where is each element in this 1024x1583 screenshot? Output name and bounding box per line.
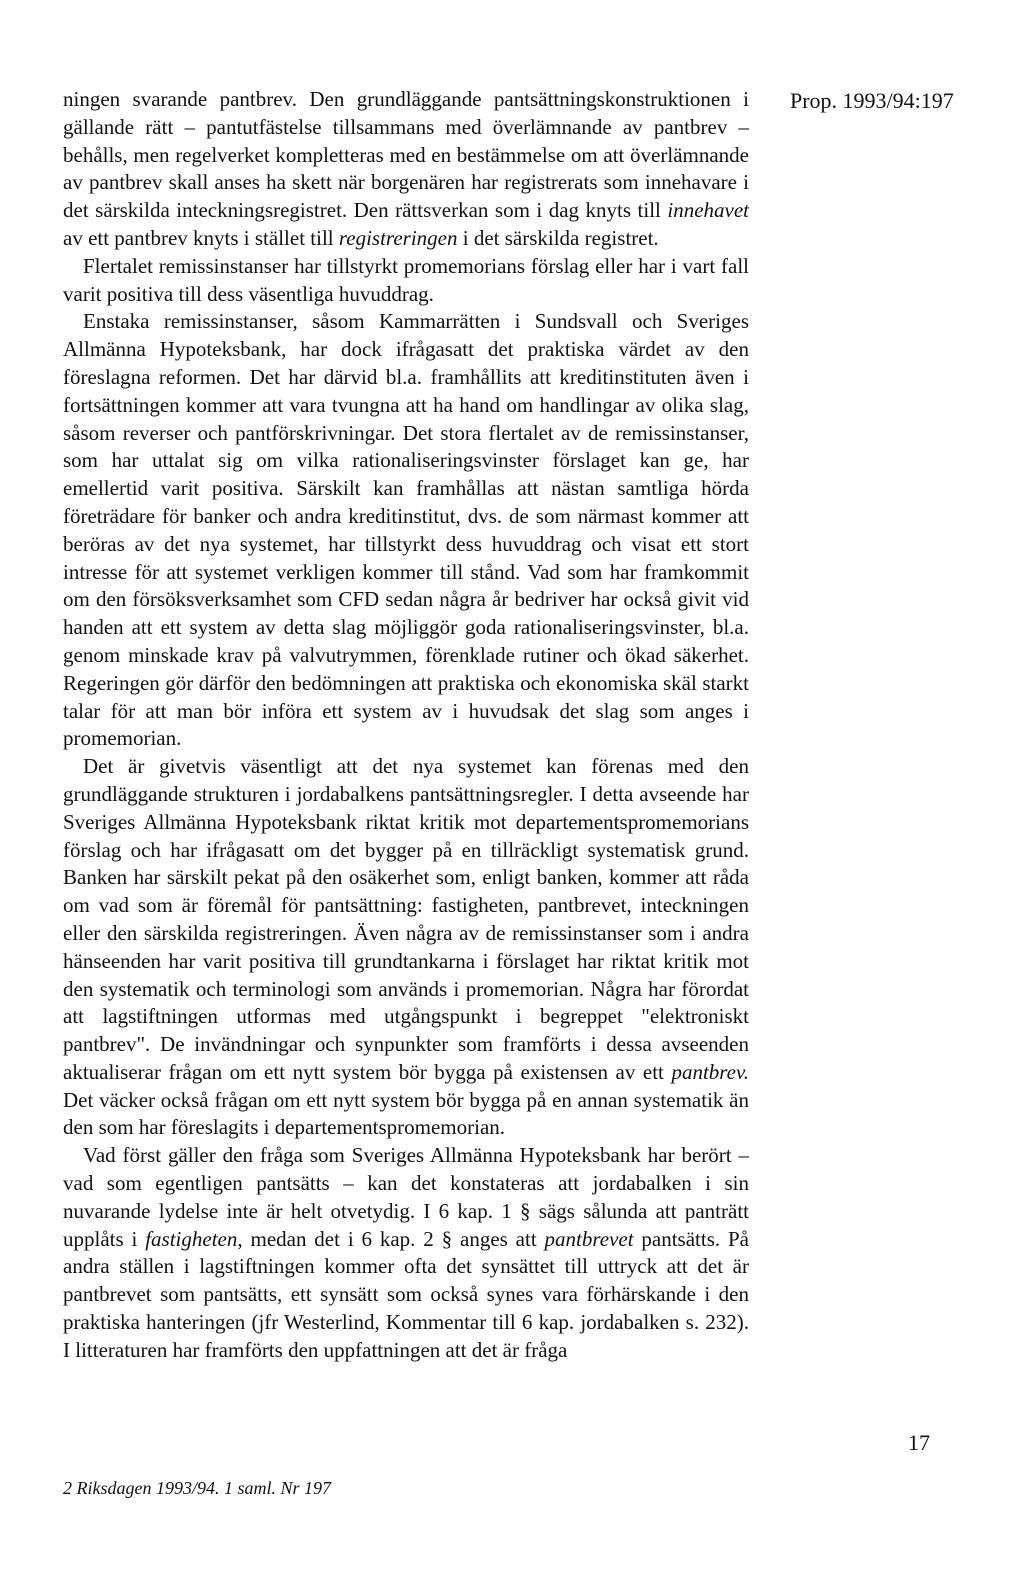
text-segment: ningen svarande pantbrev. Den grundläggande pantsättningskonstruktionen i gällande rätt – pantutfästelse tillsammans med överlämnande av pantbrev – behålls, men regelverket kompletteras med en bestämmelse om att överlämnande av pantbrev skall anses ha skett när borgenären har registrerats som innehavare i det särskilda inteckningsregistret. Den rättsverkan som i dag knyts till xyxy=(63,87,749,223)
paragraph xyxy=(63,308,749,753)
paragraph xyxy=(63,253,749,309)
body-text xyxy=(63,86,749,1365)
paragraph xyxy=(63,86,749,253)
footer-reference: 2 Riksdagen 1993/94. 1 saml. Nr 197 xyxy=(63,1478,331,1498)
italic-text: innehavet xyxy=(667,198,749,223)
italic-text: pantbrev. xyxy=(671,1059,749,1084)
text-segment: i det särskilda registret. xyxy=(457,225,659,250)
text-segment: , medan det i 6 kap. 2 § anges att xyxy=(237,1226,545,1251)
italic-text: fastigheten xyxy=(145,1226,238,1251)
document-reference: Prop. 1993/94:197 xyxy=(790,88,954,113)
page-number: 17 xyxy=(908,1430,930,1455)
italic-text: registreringen xyxy=(338,225,458,250)
italic-text: pantbrevet xyxy=(544,1226,634,1251)
paragraph xyxy=(63,1142,749,1364)
text-segment: pantsätts. På andra ställen i lagstiftningen kommer ofta det synsättet till uttryck att det är pantbrevet som pantsätts, ett synsätt som också synes vara förhärskande i den praktiska hanteringen (jfr Westerlind, Kommentar till 6 kap. jordabalken s. 232). I litteraturen har framförts den uppfattningen att det är fråga xyxy=(63,1226,749,1362)
text-segment: av ett pantbrev knyts i stället till xyxy=(63,225,339,250)
text-segment: Det är givetvis väsentligt att det nya systemet kan förenas med den grundläggande strukturen i jordabalkens pantsättningsregler. I detta avseende har Sveriges Allmänna Hypoteksbank riktat kritik mot departementspromemorians förslag och har ifrågasatt om det bygger på en tillräckligt systematisk grund. Banken har särskilt pekat på den osäkerhet som, enligt banken, kommer att råda om vad som är föremål för pantsättning: fastigheten, pantbrevet, inteckningen eller den särskilda registreringen. Även några av de remissinstanser som i andra hänseenden har varit positiva till grundtankarna i förslaget har riktat kritik mot den systematik och terminologi som används i promemorian. Några har förordat att lagstiftningen utformas med utgångspunkt i begreppet "elektroniskt pantbrev". De invändningar och synpunkter som framförts i dessa avseenden aktualiserar frågan om ett nytt system bör bygga på existensen av ett xyxy=(63,754,749,1084)
paragraph xyxy=(63,753,749,1142)
text-segment: Enstaka remissinstanser, såsom Kammarrätten i Sundsvall och Sveriges Allmänna Hypoteksbank, har dock ifrågasatt det praktiska värdet av den föreslagna reformen. Det har därvid bl.a. framhållits att kreditinstituten även i fortsättningen kommer att vara tvungna att ha hand om handlingar av olika slag, såsom reverser och pantförskrivningar. Det stora flertalet av de remissinstanser, som har uttalat sig om vilka rationaliseringsvinster förslaget kan ge, har emellertid varit positiva. Särskilt kan framhållas att nästan samtliga hörda företrädare för banker och andra kreditinstitut, dvs. de som närmast kommer att beröras av det nya systemet, har tillstyrkt dess huvuddrag och visat ett stort intresse för att systemet verkligen kommer till stånd. Vad som har framkommit om den försöksverksamhet som CFD sedan några år bedriver har också givit vid handen att ett system av detta slag möjliggör goda rationaliseringsvinster, bl.a. genom minskade krav på valvutrymmen, förenklade rutiner och ökad säkerhet. Regeringen gör därför den bedömningen att praktiska och ekonomiska skäl starkt talar för att man bör införa ett system av i huvudsak det slag som anges i promemorian. xyxy=(63,309,749,751)
text-segment: Vad först gäller den fråga som Sveriges Allmänna Hypoteksbank har berört – vad som egentligen pantsätts – kan det konstateras att jordabalken i sin nuvarande lydelse inte är helt otvetydig. I 6 kap. 1 § sägs sålunda att panträtt upplåts i xyxy=(63,1143,749,1251)
text-segment: Flertalet remissinstanser har tillstyrkt promemorians förslag eller har i vart fall varit positiva till dess väsentliga huvuddrag. xyxy=(63,253,749,306)
text-segment: Det väcker också frågan om ett nytt system bör bygga på en annan systematik än den som har föreslagits i departementspromemorian. xyxy=(63,1087,749,1140)
